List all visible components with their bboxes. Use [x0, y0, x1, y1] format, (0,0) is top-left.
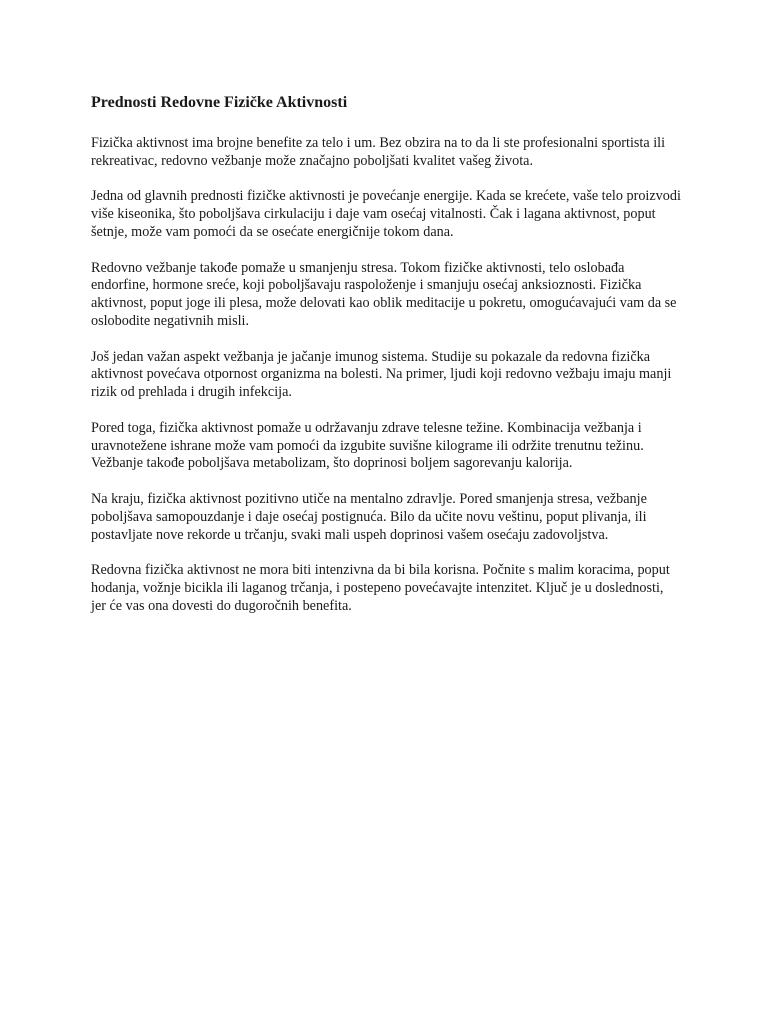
paragraph-7: Redovna fizička aktivnost ne mora biti intenzivna da bi bila korisna. Počnite s malim koracima, poput hodanja, vožnje bicikla ili laganog trčanja, i postepeno povećavajte intenzitet. Ključ je u doslednosti, jer će vas ona dovesti do dugoročnih benefita. [91, 562, 670, 614]
document-body [91, 93, 681, 633]
paragraph-5: Pored toga, fizička aktivnost pomaže u održavanju zdrave telesne težine. Kombinacija vežbanja i uravnotežene ishrane može vam pomoći da izgubite suvišne kilograme ili održite trenutnu težinu. Vežbanje takođe poboljšava metabolizam, što doprinosi boljem sagorevanju kalorija. [91, 419, 644, 472]
paragraph-3: Redovno vežbanje takođe pomaže u smanjenju stresa. Tokom fizičke aktivnosti, telo oslobađa endorfine, hormone sreće, koji poboljšavaju raspoloženje i smanjuju osećaj anksioznosti. Fizička aktivnost, poput joge ili plesa, može delovati kao oblik meditacije u pokretu, omogućavajući vam da se oslobodite negativnih misli. [91, 259, 677, 329]
document-title: Prednosti Redovne Fizičke Aktivnosti [91, 94, 348, 111]
paragraph-2: Jedna od glavnih prednosti fizičke aktivnosti je povećanje energije. Kada se krećete, vaše telo proizvodi više kiseonika, što poboljšava cirkulaciju i daje vam osećaj vitalnosti. Čak i lagana aktivnost, poput šetnje, može vam pomoći da se osećate energičnije tokom dana. [91, 188, 681, 240]
paragraph-1: Fizička aktivnost ima brojne benefite za telo i um. Bez obzira na to da li ste profesionalni sportista ili rekreativac, redovno vežbanje može značajno poboljšati kvalitet vašeg života. [91, 135, 666, 169]
paragraph-4: Još jedan važan aspekt vežbanja je jačanje imunog sistema. Studije su pokazale da redovna fizička aktivnost povećava otpornost organizma na bolesti. Na primer, ljudi koji redovno vežbaju imaju manji rizik od prehlada i drugih infekcija. [91, 348, 672, 401]
paragraph-6: Na kraju, fizička aktivnost pozitivno utiče na mentalno zdravlje. Pored smanjenja stresa, vežbanje poboljšava samopouzdanje i daje osećaj postignuća. Bilo da učite novu veštinu, poput plivanja, ili postavljate nove rekorde u trčanju, svaki mali uspeh doprinosi vašem osećaju zadovoljstva. [91, 490, 647, 543]
